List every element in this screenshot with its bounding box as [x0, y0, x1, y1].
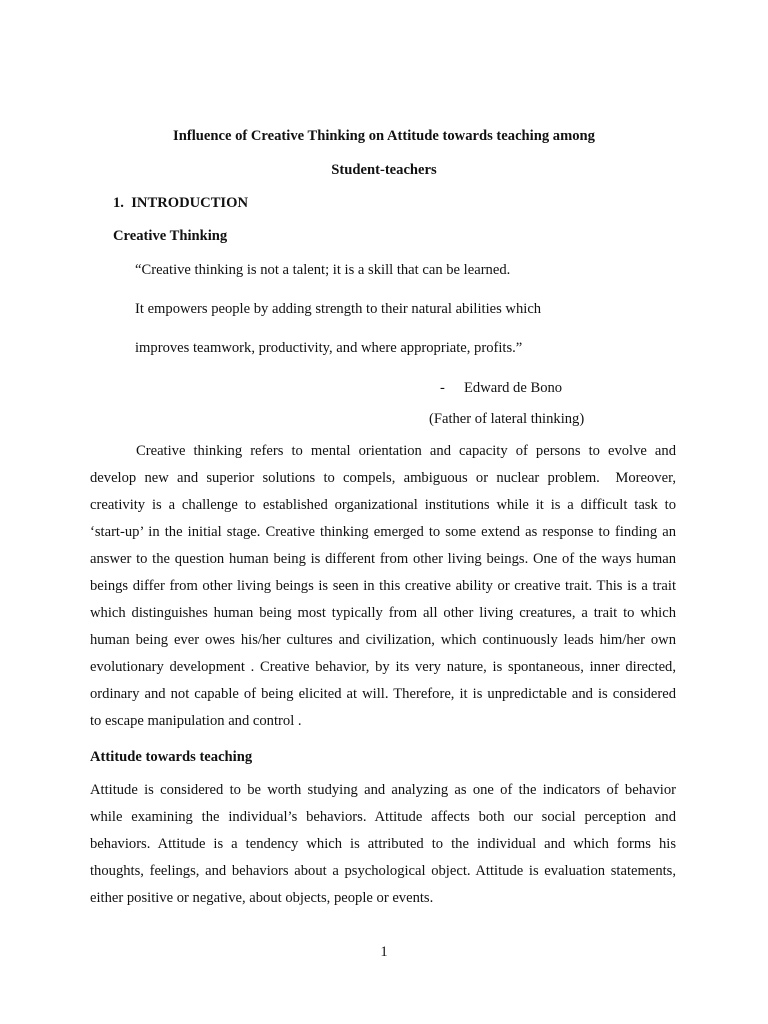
paragraph-line: ordinary and not capable of being elicited at will. Therefore, it is unpredictable and is considered: [90, 686, 676, 702]
paragraph-line: creativity is a challenge to established organizational institutions while it is a difficult task to: [90, 497, 676, 513]
paragraph-line: evolutionary development . Creative behavior, by its very nature, is spontaneous, inner directed,: [90, 659, 676, 675]
paragraph-line: develop new and superior solutions to compels, ambiguous or nuclear problem. Moreover,: [90, 470, 676, 486]
subheading-creative-thinking: Creative Thinking: [113, 228, 228, 244]
paragraph-line: ‘start-up’ in the initial stage. Creative thinking emerged to some extend as response to finding an: [90, 524, 676, 540]
paragraph-line: behaviors. Attitude is a tendency which is attributed to the individual and which forms his: [90, 836, 676, 852]
title-line-2: Student-teachers: [331, 162, 437, 178]
paragraph-creative-thinking: [90, 438, 676, 735]
paragraph-line: human being ever owes his/her cultures and civilization, which continuously leads him/her own: [90, 632, 676, 648]
quote-line-2: It empowers people by adding strength to their natural abilities which: [135, 301, 542, 317]
quote-line-1: “Creative thinking is not a talent; it is a skill that can be learned.: [135, 262, 511, 278]
attribution-role: (Father of lateral thinking): [429, 411, 585, 427]
paragraph-line: to escape manipulation and control .: [90, 713, 302, 729]
quote-line-3: improves teamwork, productivity, and where appropriate, profits.”: [135, 340, 523, 356]
paragraph-line: Creative thinking refers to mental orientation and capacity of persons to evolve and: [136, 443, 676, 459]
subheading-attitude-towards-teaching: Attitude towards teaching: [90, 749, 253, 765]
paragraph-line: thoughts, feelings, and behaviors about a psychological object. Attitude is evaluation statements,: [90, 863, 676, 879]
paragraph-line: beings differ from other living beings is seen in this creative ability or creative trait. This is a trait: [90, 578, 676, 594]
page-number: 1: [380, 944, 388, 960]
attribution-name: Edward de Bono: [464, 380, 563, 396]
title-line-1: Influence of Creative Thinking on Attitude towards teaching among: [173, 128, 595, 144]
paragraph-line: either positive or negative, about objects, people or events.: [90, 890, 434, 906]
paragraph-line: which distinguishes human being most typically from all other living creatures, a trait to which: [90, 605, 676, 621]
paragraph-line: while examining the individual’s behaviors. Attitude affects both our social perception and: [90, 809, 676, 825]
section-heading: 1. INTRODUCTION: [113, 195, 249, 211]
paragraph-attitude: [90, 777, 676, 912]
attribution-dash: -: [440, 380, 445, 396]
paragraph-line: Attitude is considered to be worth studying and analyzing as one of the indicators of behavior: [90, 782, 676, 798]
paragraph-line: answer to the question human being is different from other living beings. One of the ways human: [90, 551, 676, 567]
